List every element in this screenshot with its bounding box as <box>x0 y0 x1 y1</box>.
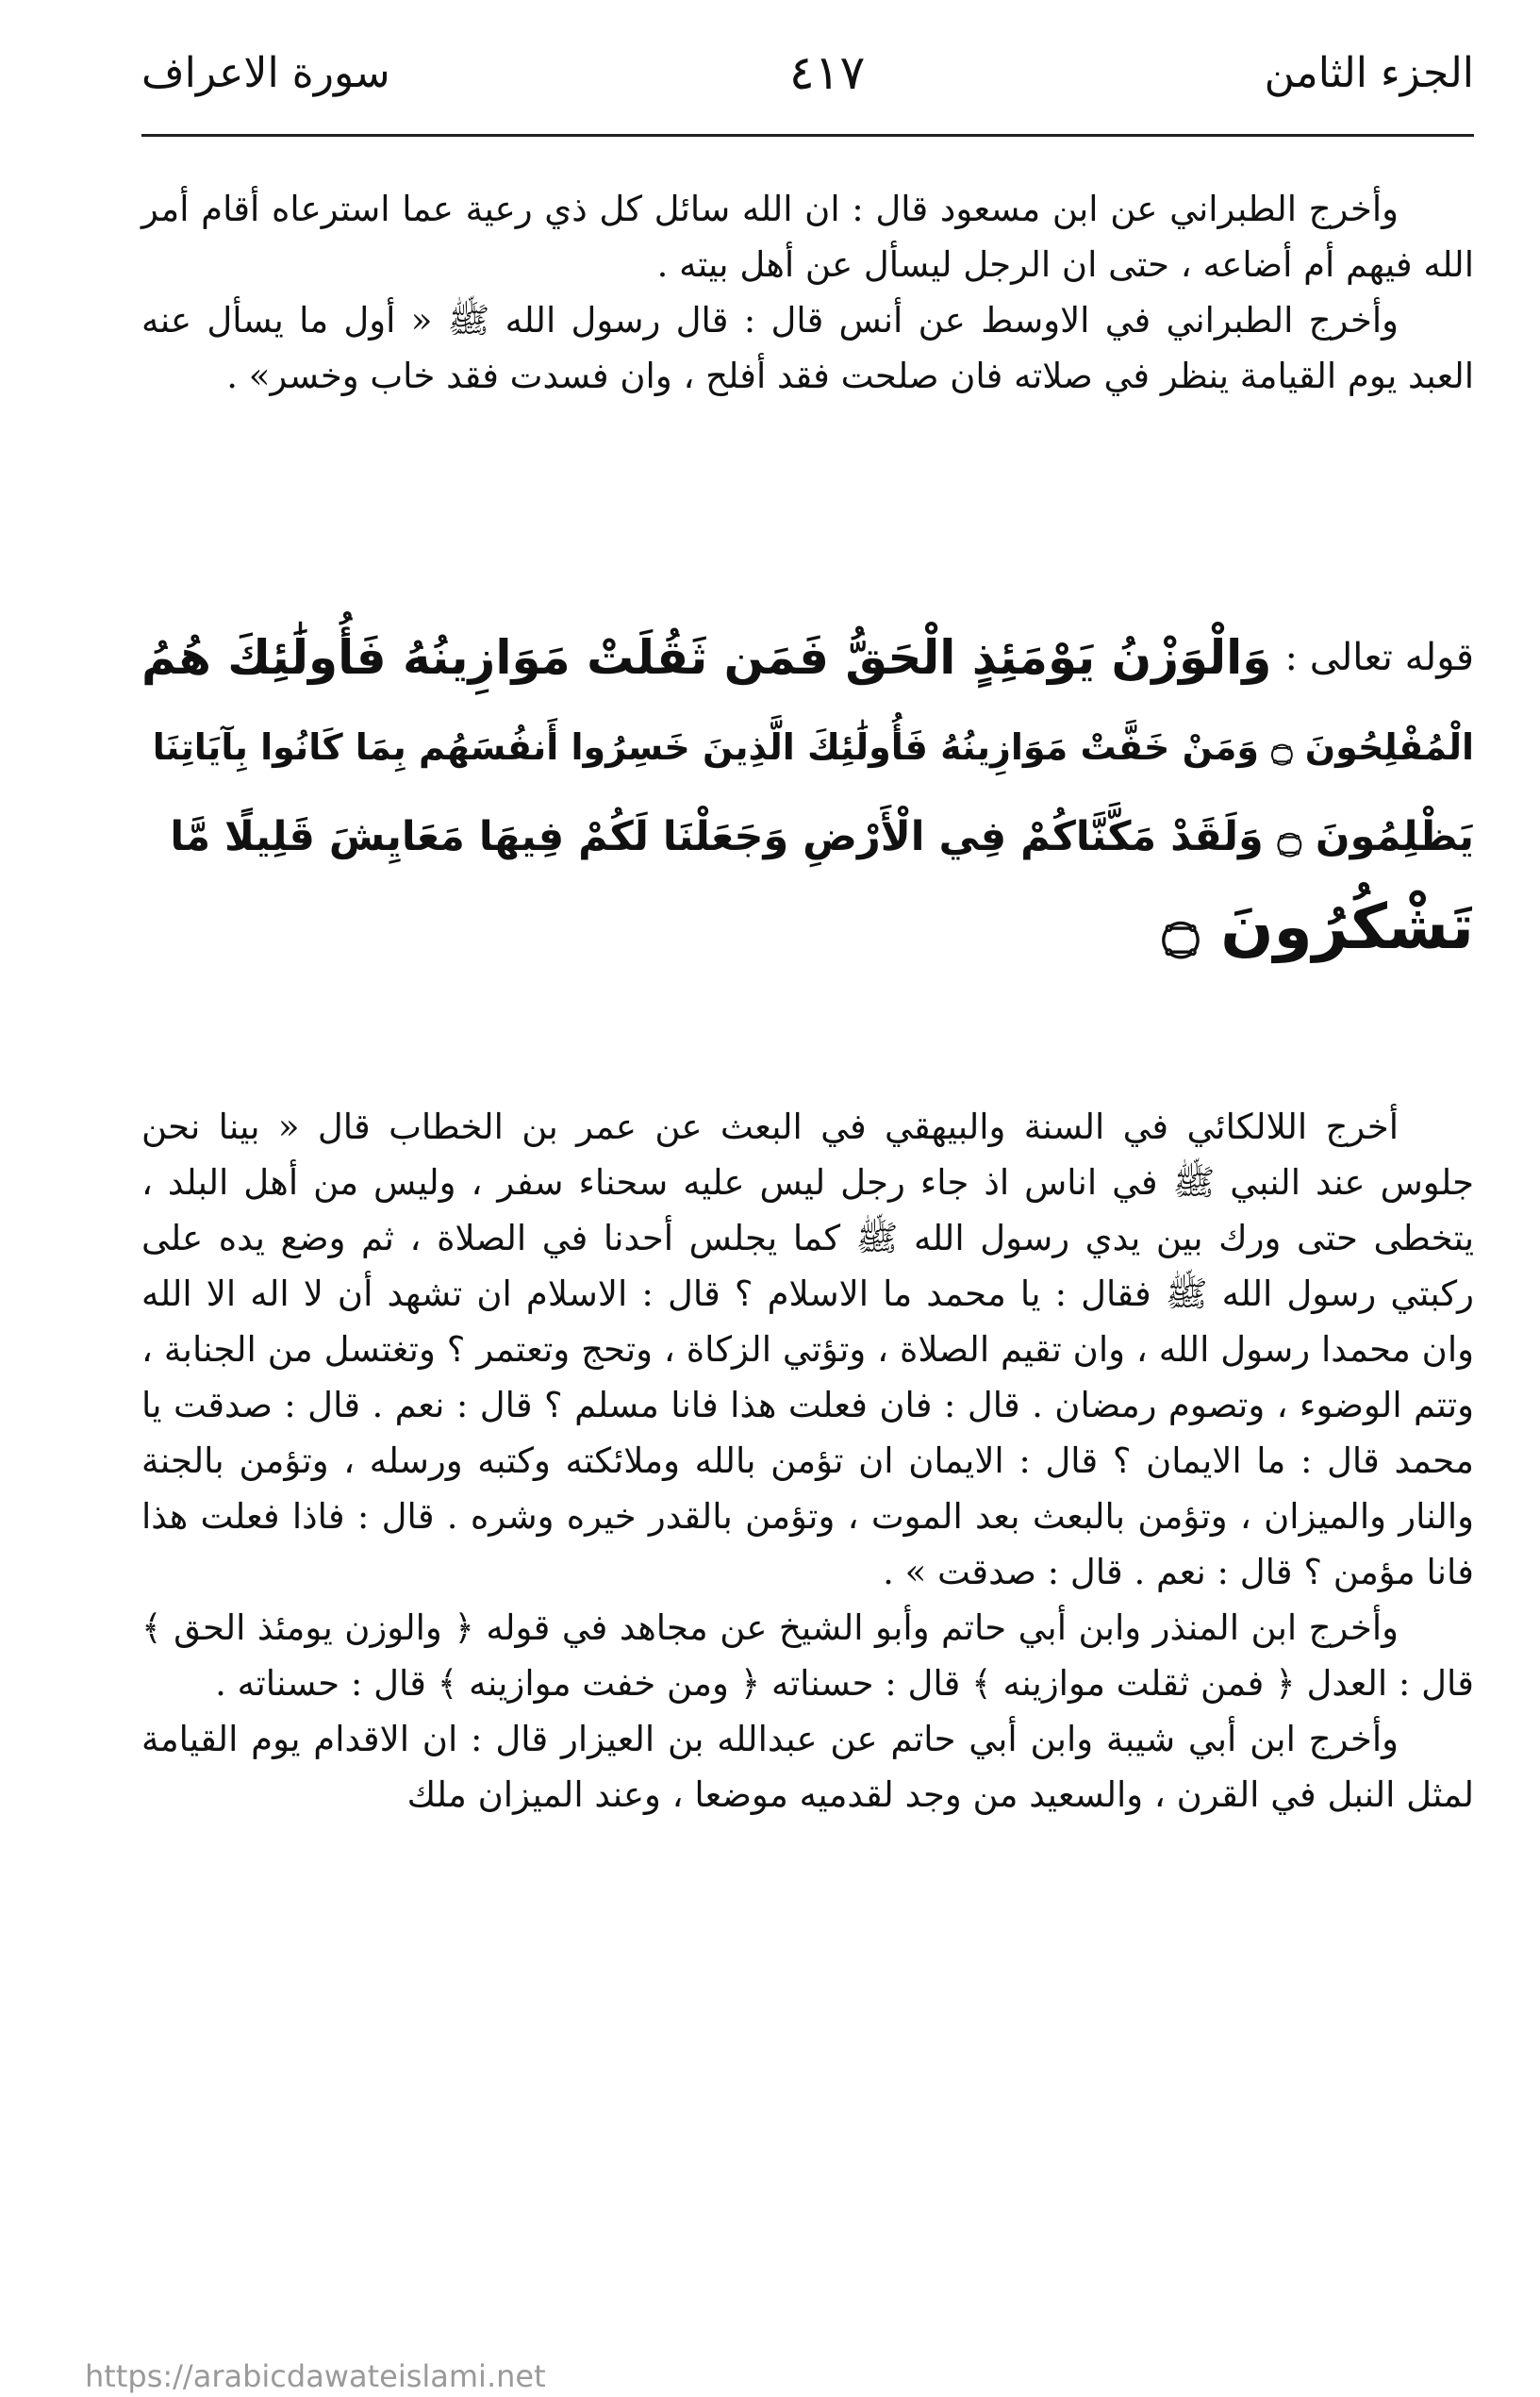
quran-verse-block <box>141 613 1474 972</box>
verse-text-3: يَظْلِمُونَ ۝ وَلَقَدْ مَكَّنَّاكُمْ فِي الْأَرْضِ وَجَعَلْنَا لَكُمْ فِيهَا مَعَايِشَ قَلِيلًا مَّا <box>170 813 1474 860</box>
verse-intro: قوله تعالى : <box>1284 636 1474 679</box>
verse-line-1 <box>141 613 1474 703</box>
commentary-block-top <box>141 181 1474 404</box>
paragraph-tabarani-ibn-masud: وأخرج الطبراني عن ابن مسعود قال : ان الله سائل كل ذي رعية عما استرعاه أقام أمر الله فيهم أم أضاعه ، حتى ان الرجل ليسأل عن أهل بيته . <box>141 189 1474 285</box>
verse-line-4 <box>141 882 1474 972</box>
paragraph-mujahid: وأخرج ابن المنذر وابن أبي حاتم وأبو الشيخ عن مجاهد في قوله ﴿ والوزن يومئذ الحق ﴾ قال : العدل ﴿ فمن ثقلت موازينه ﴾ قال : حسناته ﴿ ومن خفت موازينه ﴾ قال : حسناته . <box>141 1607 1474 1704</box>
surah-title: سورة الاعراف <box>141 48 390 97</box>
page-number: ٤١٧ <box>788 45 866 100</box>
paragraph-hadith-jibril: أخرج اللالكائي في السنة والبيهقي في البعث عن عمر بن الخطاب قال « بينا نحن جلوس عند النبي ﷺ في اناس اذ جاء رجل ليس عليه سحناء سفر ، وليس من أهل البلد ، يتخطى حتى ورك بين يدي رسول الله ﷺ كما يجلس أحدنا في الصلاة ، ثم وضع يده على ركبتي رسول الله ﷺ فقال : يا محمد ما الاسلام ؟ قال : الاسلام ان تشهد أن لا اله الا الله وان محمدا رسول الله ، وان تقيم الصلاة ، وتؤتي الزكاة ، وتحج وتعتمر ؟ وتغتسل من الجنابة ، وتتم الوضوء ، وتصوم رمضان . قال : فان فعلت هذا فانا مسلم ؟ قال : نعم . قال : صدقت يا محمد قال : ما الايمان ؟ قال : الايمان ان تؤمن بالله وملائكته وكتبه ورسله ، وتؤمن بالجنة والنار والميزان ، وتؤمن بالبعث بعد الموت ، وتؤمن بالقدر خيره وشره . قال : فاذا فعلت هذا فانا مؤمن ؟ قال : نعم . قال : صدقت » . <box>141 1107 1474 1592</box>
page-header <box>141 21 1474 125</box>
paragraph-tabarani-anas: وأخرج الطبراني في الاوسط عن أنس قال : قال رسول الله ﷺ « أول ما يسأل عنه العبد يوم القيامة ينظر في صلاته فان صلحت فقد أفلح ، وان فسدت فقد خاب وخسر» . <box>141 300 1474 396</box>
verse-line-2 <box>141 703 1474 792</box>
verse-text-4: تَشْكُرُونَ ۝ <box>1162 891 1474 963</box>
header-divider <box>141 134 1474 137</box>
source-watermark-url: https://arabicdawateislami.net <box>85 2358 546 2394</box>
part-title: الجزء الثامن <box>1264 48 1474 97</box>
verse-text-2: الْمُفْلِحُونَ ۝ وَمَنْ خَفَّتْ مَوَازِينُهُ فَأُولَٰئِكَ الَّذِينَ خَسِرُوا أَنفُسَهُم بِمَا كَانُوا بِآيَاتِنَا <box>152 726 1474 768</box>
verse-text-1: وَالْوَزْنُ يَوْمَئِذٍ الْحَقُّ فَمَن ثَقُلَتْ مَوَازِينُهُ فَأُولَٰئِكَ هُمُ <box>141 630 1272 685</box>
verse-line-3 <box>141 792 1474 882</box>
paragraph-ibn-abi-shaybah: وأخرج ابن أبي شيبة وابن أبي حاتم عن عبدالله بن العيزار قال : ان الاقدام يوم القيامة لمثل النبل في القرن ، والسعيد من وجد لقدميه موضعا ، وعند الميزان ملك <box>141 1719 1474 1815</box>
commentary-block-bottom <box>141 1099 1474 1823</box>
